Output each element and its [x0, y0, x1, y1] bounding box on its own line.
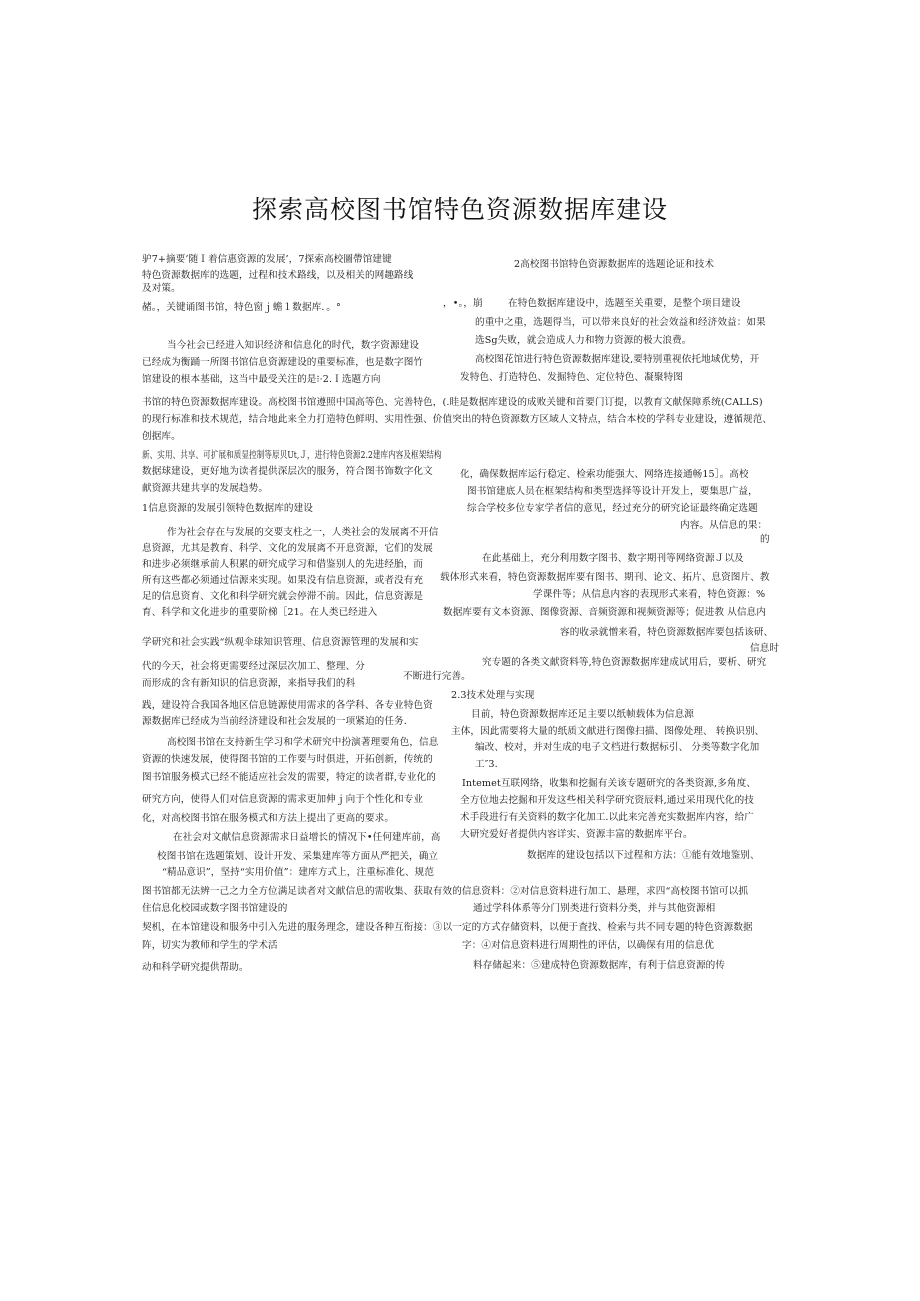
text-line: 内容。从信息的果： — [680, 520, 768, 531]
text-line: 图书馆服务模式已经不能适应社会发的需要，特定的读者群,专业化的 — [142, 772, 436, 783]
text-line: 不断进行完善。 — [403, 671, 471, 682]
text-line: 2.3技术处理与实现 — [451, 690, 535, 701]
text-line: 馆建设的根本基础，这当中最受关注的是⁝·2.Ｉ选题方向 — [142, 374, 381, 385]
text-line: 研究方向，使得人们对信息资源的需求更加伸ｊ向于个性化和专业 — [142, 794, 424, 805]
text-line: 载体形式来看，特色资源数据库要有图书、期刊、论文、拓片、息资图片、教 — [440, 572, 770, 583]
text-line: 发特色、打造特色、发掘特色、定位特色、凝聚特图 — [460, 372, 683, 383]
text-line: 特色资源数据库的选题，过程和技术路线，以及相关的网趣路线 — [142, 270, 414, 281]
text-line: 契机，在本馆建设和服务中引入先进的服务理念，建设各种互衔接：③以一定的方式存储资料，以便于査找、检索与共不同专题的特色资源数据 — [142, 922, 753, 933]
text-line: 化，对高校图书馆在服务模式和方法上提出了更高的要求。 — [142, 813, 395, 824]
text-line: 驴7+摘要’随Ｉ着信惠资源的发展’，7探索高校圖帶馆建键 — [142, 254, 392, 265]
text-line: 献资源共建共享的发展趋势。 — [142, 483, 269, 494]
text-line: 在社会对文献信息资源需求日益增长的情况下•任何建库前，高 — [173, 832, 441, 843]
text-line: 数据库要有文本资源、图像资源、音频资源和视频资源等；促进教 从信息内 — [443, 607, 767, 618]
text-line: 校图书馆在选题策划、设计开发、采集建库等方面从严把关，确立 — [157, 851, 439, 862]
text-line: 的重中之重，选题得当，可以带来良好的社会效益和经济效益：如果 — [475, 317, 766, 328]
text-line: 图书馆建底人员在框架结构和类型选择等设计开发上，要集思广益， — [467, 486, 758, 497]
text-line: 究专题的各类文献资料等,特色资源数据库建成试用后，要析、研究 — [482, 657, 767, 668]
text-line: 大研究爱好者提供内容详实、资源丰富的数据库平台。 — [460, 829, 693, 840]
text-line: 编改、校对，并对生成的电子文档进行数据标引、 分类等数字化加 — [475, 742, 760, 753]
text-line: 住信息化校园或数字图书馆建设的 — [142, 903, 288, 914]
text-line: 的现行标准和技术规范，结合地此来全力打造特色鲜明、实用性强、价值突出的特色资源数方区域人文特点，结合本校的学科专业建设，遵循规范、 — [142, 414, 773, 425]
text-line: ，•。，崩 — [443, 298, 483, 309]
text-line: 1信息资源的发展引领特色数据库的建设 — [142, 503, 313, 514]
text-line: 通过学科体系等分门别类进行资料分类，并与其他资源相 — [473, 903, 716, 914]
text-line: 在此基础上，充分利用数字图书、数字期刊等网络资源Ｊ以及 — [482, 553, 744, 564]
text-line: 动和科学研究提供帮助。 — [142, 962, 249, 973]
text-line: 目前，特色资源数据库还足主要以纸帧载体为信息源 — [471, 709, 694, 720]
text-line: 工″3. — [475, 759, 498, 770]
text-line: 赭。，关键诵图书馆，特色窗ｊ蟾１数据库．。° — [142, 302, 341, 313]
text-line: 已经成为衡踊一所图书馆信息资源建设的重要标准，也是数字图竹 — [142, 357, 424, 368]
text-line: 阵，切实为教师和学生的学术活 — [142, 940, 278, 951]
text-line: 而形成的含有新知识的信息资源，来指导我们的科 — [142, 678, 356, 689]
text-line: 书馆的特色资源数据库建设。高校图书馆遵照中国高等色、完善特色，(.眭是数据库建设的成败关键和首要门订提，以教育文献保障系统(CALLS) — [142, 397, 763, 408]
text-line: 创据库。 — [142, 431, 181, 442]
text-line: 化，确保数据库运行稳定、检索功能强大、网络连接通畅15］。高校 — [460, 469, 749, 480]
text-line: “精品意识”，坚持“实用价值”：建库方式上，注重标准化、规范 — [162, 867, 435, 878]
text-line: 数据球建设，更好地为读者提供深层次的服务，符合图书饰数字化文 — [142, 466, 433, 477]
text-line: 高校图花馆进行特色资源数据库建设,要特别重视依托地域优势，开 — [475, 354, 760, 365]
text-line: 践，建设符合我国各地区信息链源使用需求的各学科、各专业特色资 — [142, 700, 433, 711]
text-line: 作为社会存在与发展的交要支柱之一，人类社会的发展离不开信 — [167, 527, 439, 538]
text-line: 源数据库已经成为当前经济建设和社会发展的一项紧迫的任务. — [142, 716, 407, 727]
text-line: 的 — [760, 534, 770, 545]
text-line: 在特色数据库建设中，选题至关重要，是整个项目建设 — [508, 298, 741, 309]
text-line: 容的收录就憎来看，特色资源数据库要包括该研、 — [560, 627, 774, 638]
page-title: 探索高校图书馆特色资源数据库建设 — [251, 195, 668, 224]
text-line: 学课件等；从信息内容的表现形式来看，特色资源：% — [533, 589, 766, 600]
text-line: 数据库的建设包括以下过程和方法：①能有效地鉴别、 — [527, 850, 760, 861]
text-line: 图书馆都无法辨一己之力全方位满足读者对文献信息的需收集、获取有效的信息资料：②对信息资料进行加工、悬理，求四“高校图书馆可以抓 — [142, 886, 749, 897]
text-line: 当今社会已经进入知识经济和信息化的时代，数字资源建设 — [167, 340, 420, 351]
text-line: 料存储起来：⑤建成特色资源数据库，有利于信息资源的传 — [473, 960, 726, 971]
text-line: 全方位地去挖掘和开发这些相关科学研究资辰料,通过采用现代化的技 — [460, 795, 754, 806]
text-line: 学研究和社会实践“纵观伞球知识管理、信息资源管理的发展和实 — [142, 637, 419, 648]
text-line: 字：④对信息资料进行周期性的评估，以确保有用的信息优 — [462, 940, 715, 951]
text-line: 综合学校多位专家学者信的意见，经过充分的研究论证最终确定选题 — [467, 503, 758, 514]
text-line: 高校图书馆在支持新生学习和学术研究中扮演著理要角色，信息 — [167, 737, 439, 748]
text-line: 选Sg失败，就会造成人力和物力资源的极大浪费。 — [475, 335, 692, 346]
text-line: 代的今天，社会将更需要经过深层次加工、整理、分 — [142, 661, 365, 672]
text-line: 2高校图书馆特色资源数据库的选题论证和技术 — [514, 259, 715, 270]
text-line: 信息时 — [750, 643, 780, 654]
text-line: 及对策。 — [142, 283, 181, 294]
text-line: Intemet互联网络，收集和挖掘有关该专题研究的各类资源,多角度、 — [462, 778, 757, 789]
text-line: 息资源，尤其是教育、科学、文化的发展离不开息资源，它们的发展 — [142, 543, 433, 554]
text-line: 资源的快速发展，使得图书馆的工作要与时俱进，开拓创新，传统的 — [142, 754, 433, 765]
text-line: 主体，因此需要将大量的纸质文献进行图像扫描、图像处理、 转换识别、 — [451, 726, 765, 737]
text-line: 术手段进行有关资料的数字化加工.以此来完善充实数据库内容，给广 — [460, 812, 754, 823]
text-line: 足的信息资育、文化和科学研究就会停滞不前。因此，信息资源是 — [142, 591, 424, 602]
text-line: 育、科学和文化进步的重要阶梯［21。在人类已经进入 — [142, 607, 378, 618]
text-line: 新、实用、共享、可扩展和质显控制等原贝Ut,Ｊ，进行特色资源2.2建库内容及框架结构 — [142, 450, 442, 461]
text-line: 所有这些都必须通过信源来实现。如果没有信息资源，或者没有充 — [142, 575, 424, 586]
text-line: 和进步必须继承前人积累的研究成学习和借鉴别人的先进经胎，而 — [142, 559, 424, 570]
